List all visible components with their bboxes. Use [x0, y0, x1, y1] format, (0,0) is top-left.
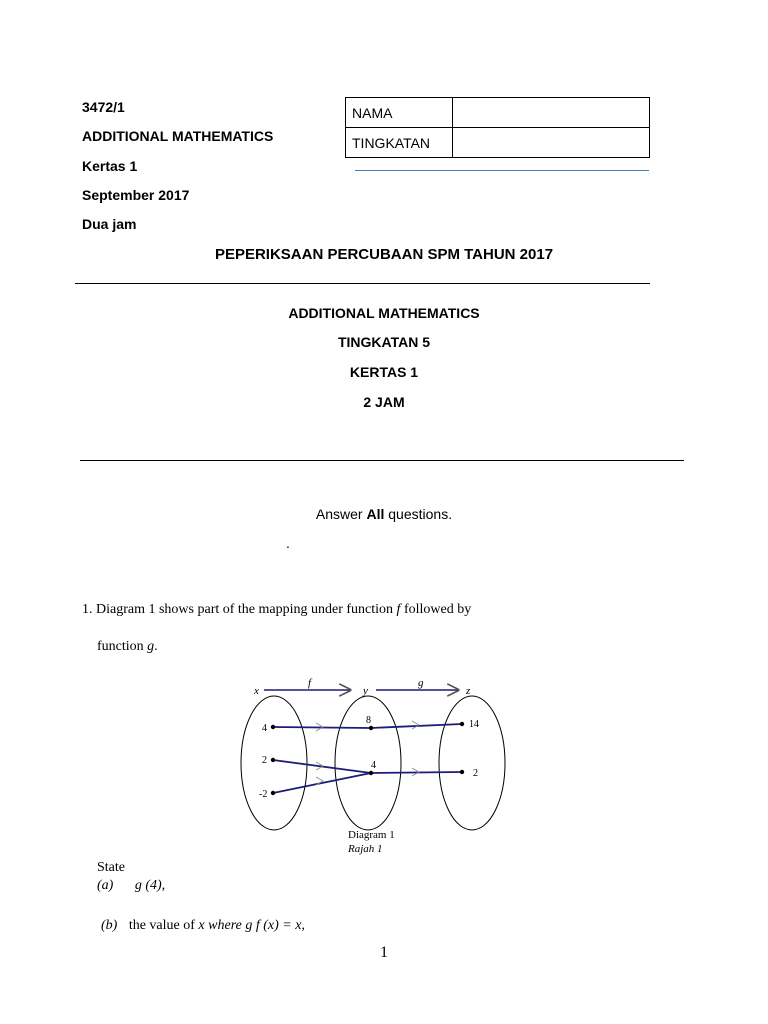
- paper-code: 3472/1: [82, 99, 125, 115]
- point-z-2: [460, 770, 464, 774]
- part-a: [97, 878, 165, 894]
- student-id-box: [345, 97, 650, 158]
- question-1-line-2: [97, 639, 158, 655]
- point-x-neg2: [271, 791, 275, 795]
- function-g-label: g: [147, 639, 155, 654]
- diagram-caption-malay: Rajah 1: [348, 843, 383, 855]
- instruction-pre: Answer: [315, 506, 367, 522]
- cover-time: 2 JAM: [363, 394, 405, 410]
- state-label: State: [97, 860, 125, 875]
- value-y-8: 8: [366, 715, 371, 726]
- cover-subject: ADDITIONAL MATHEMATICS: [288, 305, 480, 321]
- value-x-4: 4: [262, 723, 267, 734]
- function-f-label: f: [396, 602, 401, 617]
- diagram-caption: Diagram 1: [348, 829, 395, 841]
- value-y-4: 4: [371, 760, 376, 771]
- part-b-x: x: [198, 918, 205, 933]
- question-1-text-b: followed by: [403, 602, 472, 617]
- mapping-diagram: [240, 668, 530, 863]
- value-x-neg2: -2: [259, 789, 268, 800]
- instruction-post: questions.: [384, 506, 453, 522]
- point-y-8: [369, 726, 373, 730]
- question-1-period: .: [154, 639, 158, 654]
- part-b-text-a: the value of: [128, 918, 195, 933]
- exam-title: PEPERIKSAAN PERCUBAAN SPM TAHUN 2017: [214, 246, 554, 263]
- part-b-text-b: where g f (x) = x,: [208, 918, 305, 933]
- arrow-g-label: g: [418, 677, 424, 689]
- title-divider: [75, 283, 650, 284]
- set-y-label: y: [363, 685, 368, 697]
- cover-form: TINGKATAN 5: [337, 334, 431, 350]
- instruction: [0, 506, 768, 522]
- point-x-4: [271, 725, 275, 729]
- set-x-label: x: [254, 685, 259, 697]
- value-z-2: 2: [473, 768, 478, 779]
- value-x-2: 2: [262, 755, 267, 766]
- form-field[interactable]: [453, 128, 650, 158]
- part-b: [101, 918, 305, 934]
- exam-duration: Dua jam: [82, 216, 137, 232]
- question-1-line-1: [82, 602, 471, 618]
- point-z-14: [460, 722, 464, 726]
- cover-paper: KERTAS 1: [349, 364, 419, 380]
- set-z-ellipse: [439, 696, 505, 830]
- value-z-14: 14: [469, 719, 479, 730]
- part-a-text: g (4),: [134, 878, 166, 893]
- question-1-text-a: Diagram 1 shows part of the mapping under function: [96, 602, 394, 617]
- map-4-to-2: [371, 772, 462, 773]
- arrow-f-label: f: [308, 677, 312, 689]
- point-x-2: [271, 758, 275, 762]
- page-number: 1: [380, 944, 388, 961]
- part-b-label: (b): [101, 918, 118, 933]
- form-label: TINGKATAN: [346, 128, 453, 158]
- point-y-4: [369, 771, 373, 775]
- subject-title: ADDITIONAL MATHEMATICS: [82, 128, 274, 144]
- stray-dot: .: [286, 535, 290, 551]
- paper-number: Kertas 1: [82, 158, 138, 174]
- map-neg2-to-4: [273, 773, 371, 793]
- question-1-text-c: function: [97, 639, 144, 654]
- name-field[interactable]: [453, 98, 650, 128]
- blue-underline: [355, 170, 649, 171]
- part-a-label: (a): [97, 878, 114, 893]
- instruction-bold: All: [366, 506, 385, 522]
- set-z-label: z: [466, 685, 471, 697]
- name-label: NAMA: [346, 98, 453, 128]
- arrowhead-mark-4: [412, 721, 419, 729]
- cover-divider: [80, 460, 684, 461]
- question-number: 1.: [82, 602, 93, 617]
- exam-date: September 2017: [82, 187, 190, 203]
